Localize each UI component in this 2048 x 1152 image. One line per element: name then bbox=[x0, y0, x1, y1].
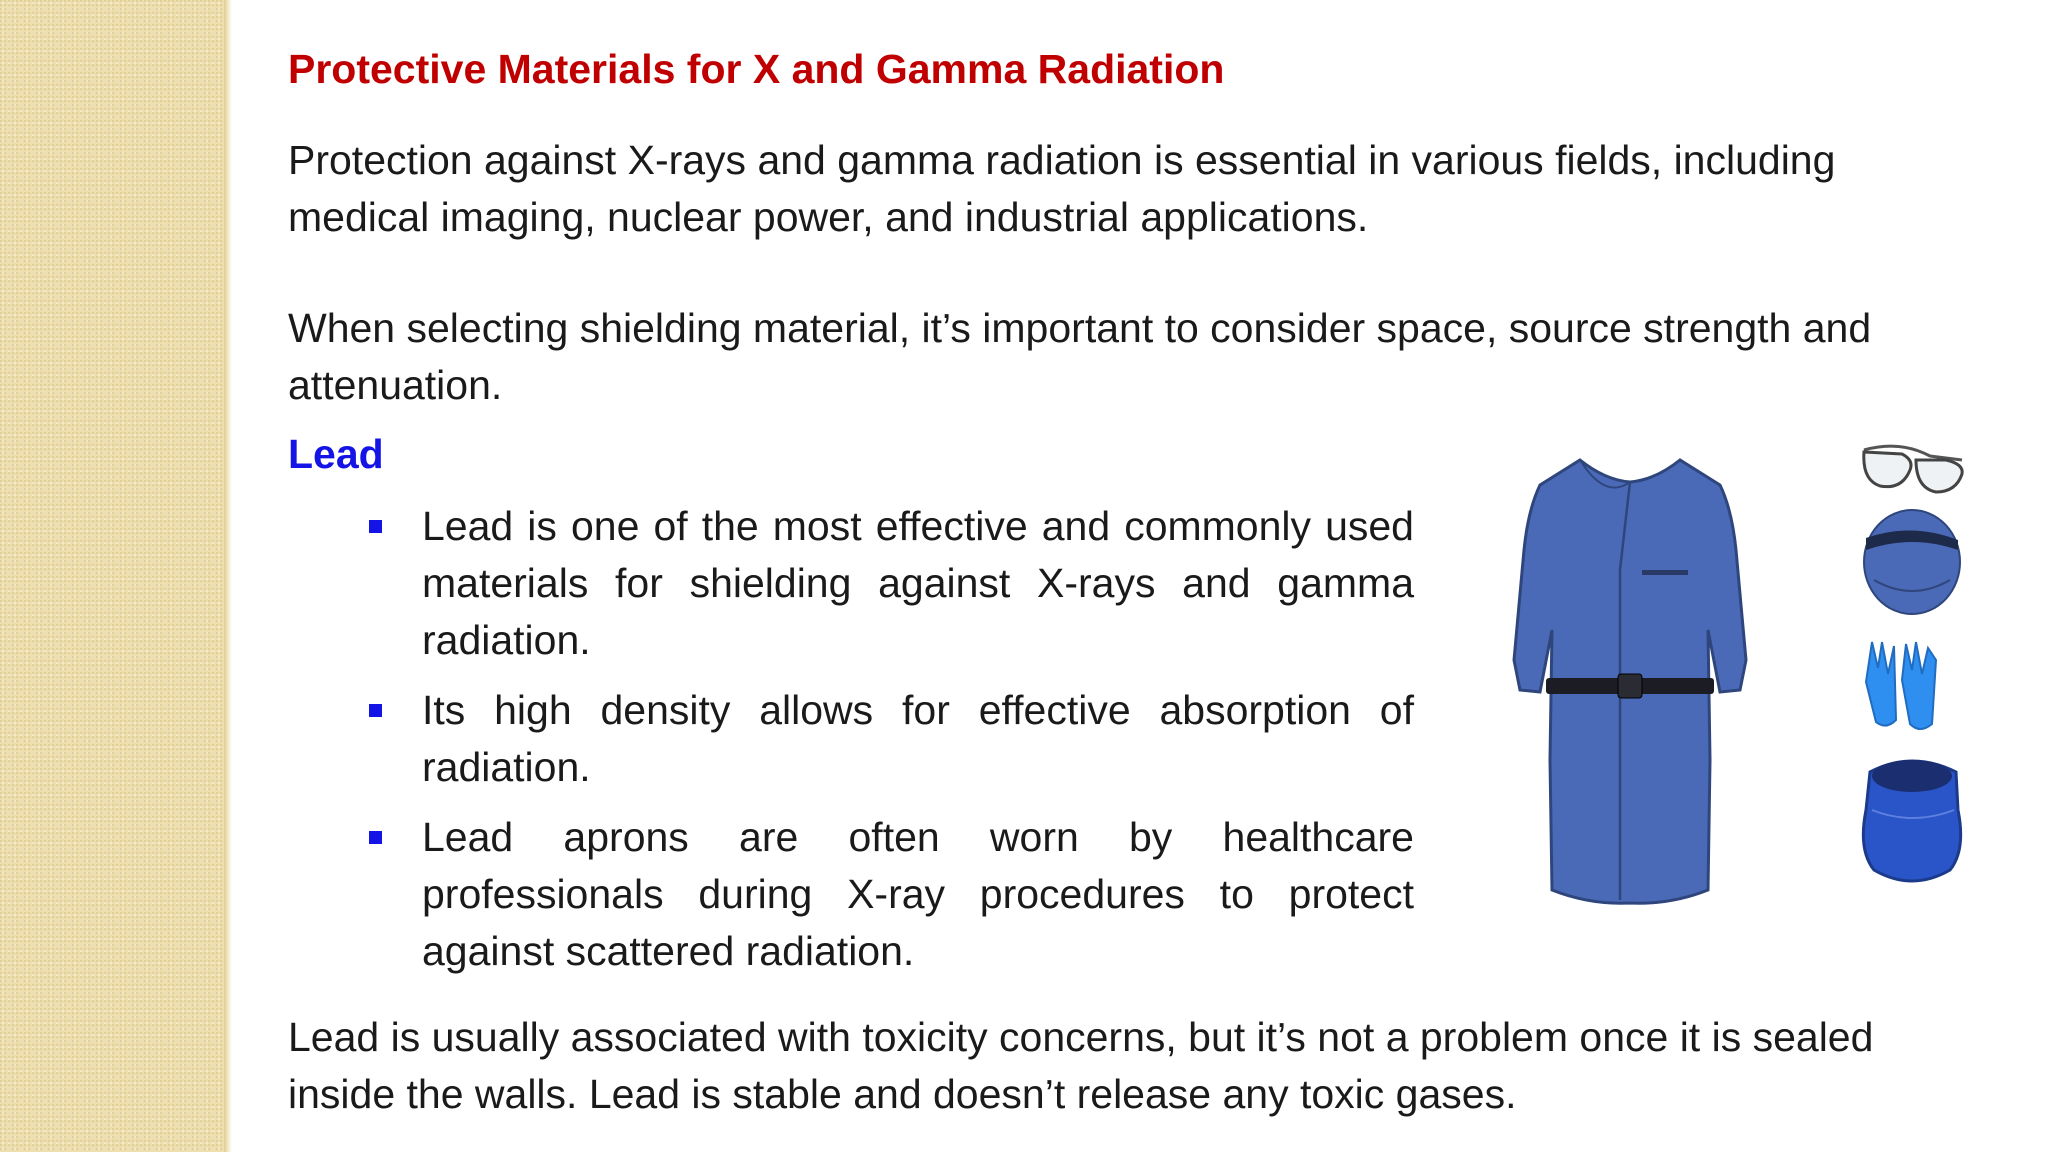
bullet-text: Its high density allows for effective absorption of radiation. bbox=[422, 687, 1414, 790]
bullet-text: Lead aprons are often worn by healthcare professionals during X-ray procedures to protect against scattered radiation. bbox=[422, 814, 1414, 974]
section-heading-lead: Lead bbox=[288, 431, 384, 477]
square-bullet-icon bbox=[369, 831, 382, 844]
decorative-side-band bbox=[0, 0, 226, 1152]
thyroid-collar-icon bbox=[1863, 760, 1960, 881]
bullet-item bbox=[360, 809, 1414, 980]
selection-paragraph: When selecting shielding material, it’s important to consider space, source strength and attenuation. bbox=[288, 305, 1872, 408]
gloves-icon bbox=[1866, 642, 1936, 729]
closing-paragraph: Lead is usually associated with toxicity concerns, but it’s not a problem once it is sealed inside the walls. Lead is stable and doesn’t release any toxic gases. bbox=[288, 1014, 1874, 1117]
lead-apron-icon bbox=[1514, 460, 1746, 903]
square-bullet-icon bbox=[369, 520, 382, 533]
lead-bullet-list bbox=[360, 498, 1414, 993]
intro-paragraph: Protection against X-rays and gamma radiation is essential in various fields, including medical imaging, nuclear power, and industrial applications. bbox=[288, 137, 1836, 240]
bullet-item bbox=[360, 682, 1414, 796]
slide-title: Protective Materials for X and Gamma Radiation bbox=[288, 46, 1225, 92]
side-band-edge bbox=[224, 0, 232, 1152]
lead-cap-icon bbox=[1864, 510, 1960, 614]
bullet-text: Lead is one of the most effective and commonly used materials for shielding against X-rays and gamma radiation. bbox=[422, 503, 1414, 663]
square-bullet-icon bbox=[369, 704, 382, 717]
bullet-item bbox=[360, 498, 1414, 669]
protective-glasses-icon bbox=[1864, 446, 1962, 492]
protective-equipment-image bbox=[1470, 430, 1990, 930]
